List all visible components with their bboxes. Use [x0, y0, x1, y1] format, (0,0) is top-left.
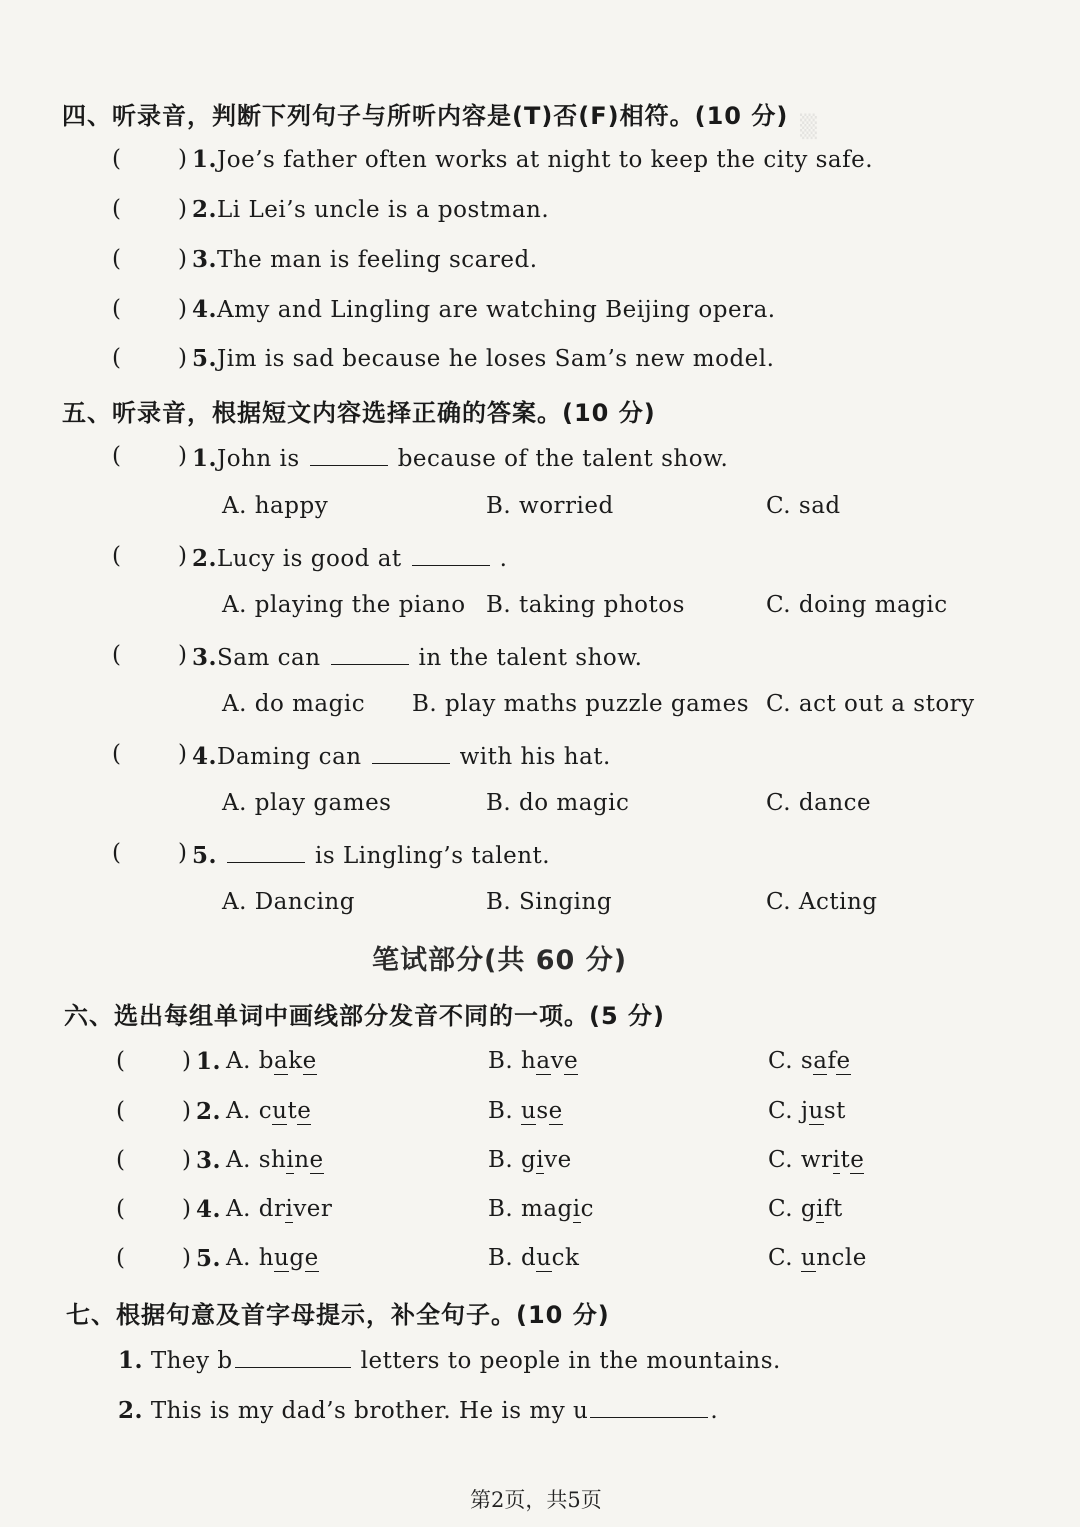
underlined-letters: u — [272, 1098, 288, 1124]
option-a[interactable]: A. playing the piano — [222, 592, 466, 618]
answer-paren-close: ) — [182, 1048, 191, 1074]
answer-paren-close: ) — [182, 1245, 191, 1271]
answer-paren-close: ) — [178, 196, 187, 222]
answer-paren-open[interactable]: ( — [112, 642, 121, 668]
word-option-b[interactable] — [488, 1098, 563, 1124]
statement-text: Amy and Lingling are watching Beijing opera. — [217, 297, 776, 323]
word-option-c[interactable] — [768, 1147, 864, 1173]
section7-question-1 — [118, 1345, 781, 1374]
answer-paren-close: ) — [178, 296, 187, 322]
question-text-before: John is — [217, 446, 300, 472]
question-number: 4. — [192, 296, 218, 323]
section7-question-2 — [118, 1395, 718, 1424]
word-prefix: C. s — [768, 1048, 814, 1074]
section4-statement — [192, 296, 776, 323]
answer-paren-open[interactable]: ( — [112, 543, 121, 569]
answer-blank — [372, 741, 450, 764]
underlined-letters: i — [285, 1196, 294, 1222]
word-middle: c — [580, 1196, 595, 1222]
answer-paren-open[interactable]: ( — [112, 443, 121, 469]
question-number: 1. — [196, 1048, 222, 1075]
word-middle: s — [536, 1098, 549, 1124]
underlined-letters: e — [304, 1245, 319, 1271]
word-prefix: C. g — [768, 1196, 817, 1222]
word-option-b[interactable] — [488, 1048, 578, 1074]
answer-blank — [310, 443, 388, 466]
question-number: 2. — [192, 196, 218, 223]
word-prefix: A. c — [226, 1098, 273, 1124]
written-part-title: 笔试部分(共 60 分) — [372, 945, 628, 976]
question-text-after: . — [710, 1398, 719, 1424]
word-middle: ft — [823, 1196, 843, 1222]
question-number: 5. — [192, 842, 218, 869]
question-text-before: Daming can — [217, 744, 362, 770]
section5-question — [192, 840, 550, 869]
word-middle: ve — [544, 1147, 572, 1173]
section5-question — [192, 741, 611, 770]
section7-heading: 七、根据句意及首字母提示，补全句子。(10 分) — [66, 1301, 610, 1329]
section5-heading: 五、听录音，根据短文内容选择正确的答案。(10 分) — [62, 399, 656, 427]
option-c[interactable]: C. Acting — [766, 889, 878, 915]
word-option-a[interactable] — [226, 1196, 332, 1222]
underlined-letters: i — [816, 1196, 824, 1222]
question-number: 4. — [192, 743, 218, 770]
word-prefix: A. dr — [226, 1196, 286, 1222]
statement-text: Jim is sad because he loses Sam’s new model. — [217, 346, 775, 372]
bleed-through-mark: ▒ — [800, 115, 817, 140]
question-text-after: because of the talent show. — [397, 446, 729, 472]
answer-paren-close: ) — [178, 345, 187, 371]
answer-paren-open[interactable]: ( — [112, 345, 121, 371]
underlined-letters: e — [564, 1048, 579, 1074]
word-middle: t — [840, 1147, 851, 1173]
underlined-letters: u — [274, 1245, 290, 1271]
word-option-c[interactable] — [768, 1245, 867, 1271]
answer-paren-open[interactable]: ( — [112, 146, 121, 172]
option-c[interactable]: C. sad — [766, 493, 841, 519]
underlined-letters: e — [548, 1098, 563, 1124]
answer-paren-close: ) — [178, 146, 187, 172]
answer-paren-open[interactable]: ( — [112, 246, 121, 272]
answer-paren-open[interactable]: ( — [116, 1196, 125, 1222]
word-prefix: B. g — [488, 1147, 537, 1173]
answer-paren-close: ) — [178, 443, 187, 469]
answer-paren-open[interactable]: ( — [112, 840, 121, 866]
option-b[interactable]: B. Singing — [486, 889, 613, 915]
word-prefix: C. wr — [768, 1147, 833, 1173]
word-option-a[interactable] — [226, 1147, 324, 1173]
page-footer: 第2页，共5页 — [470, 1488, 602, 1512]
question-number: 1. — [118, 1347, 144, 1374]
question-number: 3. — [192, 246, 218, 273]
underlined-letters: e — [302, 1048, 317, 1074]
answer-paren-open[interactable]: ( — [112, 296, 121, 322]
section4-heading: 四、听录音，判断下列句子与所听内容是(T)否(F)相符。(10 分) — [62, 102, 789, 130]
underlined-letters: u — [521, 1098, 537, 1124]
underlined-letters: a — [536, 1048, 551, 1074]
word-prefix: C. — [768, 1245, 801, 1271]
word-option-b[interactable] — [488, 1245, 579, 1271]
word-prefix: B. mag — [488, 1196, 573, 1222]
answer-paren-close: ) — [178, 543, 187, 569]
question-number: 2. — [118, 1397, 144, 1424]
option-b[interactable]: B. worried — [486, 493, 614, 519]
section5-question — [192, 443, 728, 472]
question-number: 4. — [196, 1196, 222, 1223]
option-c[interactable]: C. dance — [766, 790, 872, 816]
underlined-letters: i — [286, 1147, 295, 1173]
option-a[interactable]: A. play games — [222, 790, 392, 816]
question-number: 2. — [196, 1098, 222, 1125]
word-middle: st — [823, 1098, 846, 1124]
word-prefix: B. — [488, 1098, 522, 1124]
word-middle: ncle — [816, 1245, 867, 1271]
word-middle: g — [289, 1245, 305, 1271]
underlined-letters: a — [813, 1048, 828, 1074]
answer-blank — [412, 543, 490, 566]
word-option-c[interactable] — [768, 1196, 843, 1222]
word-middle: ck — [551, 1245, 580, 1271]
section6-heading: 六、选出每组单词中画线部分发音不同的一项。(5 分) — [64, 1002, 665, 1030]
question-text-before: Sam can — [217, 645, 321, 671]
question-text-after: . — [499, 546, 508, 572]
answer-paren-close: ) — [178, 642, 187, 668]
question-text-before: Lucy is good at — [217, 546, 402, 572]
word-middle: k — [288, 1048, 303, 1074]
answer-blank — [227, 840, 305, 863]
underlined-letters: u — [808, 1098, 824, 1124]
answer-paren-open[interactable]: ( — [112, 196, 121, 222]
answer-paren-open[interactable]: ( — [116, 1098, 125, 1124]
word-prefix: A. sh — [226, 1147, 287, 1173]
answer-paren-open[interactable]: ( — [112, 741, 121, 767]
answer-paren-close: ) — [178, 246, 187, 272]
word-option-c[interactable] — [768, 1098, 846, 1124]
question-text-after: in the talent show. — [418, 645, 643, 671]
answer-paren-close: ) — [178, 840, 187, 866]
answer-paren-open[interactable]: ( — [116, 1048, 125, 1074]
option-b[interactable]: B. do magic — [486, 790, 630, 816]
underlined-letters: i — [536, 1147, 545, 1173]
statement-text: Li Lei’s uncle is a postman. — [217, 197, 550, 223]
word-middle: t — [287, 1098, 298, 1124]
underlined-letters: e — [309, 1147, 324, 1173]
answer-paren-open[interactable]: ( — [116, 1147, 125, 1173]
answer-paren-close: ) — [182, 1098, 191, 1124]
section4-statement — [192, 196, 549, 223]
section4-statement — [192, 345, 774, 372]
word-option-a[interactable] — [226, 1048, 317, 1074]
question-text-after: is Lingling’s talent. — [315, 843, 551, 869]
section4-statement — [192, 246, 538, 273]
option-a[interactable]: A. happy — [222, 493, 329, 519]
word-prefix: C. j — [768, 1098, 809, 1124]
option-a[interactable]: A. do magic — [222, 691, 366, 717]
underlined-letters: i — [832, 1147, 841, 1173]
option-b[interactable]: B. taking photos — [486, 592, 685, 618]
question-number: 1. — [192, 146, 218, 173]
word-option-a[interactable] — [226, 1098, 311, 1124]
question-text-after: letters to people in the mountains. — [360, 1348, 781, 1374]
question-number: 2. — [192, 545, 218, 572]
underlined-letters: e — [850, 1147, 865, 1173]
underlined-letters: e — [297, 1098, 312, 1124]
word-middle: ver — [293, 1196, 333, 1222]
word-middle: n — [294, 1147, 310, 1173]
section5-question — [192, 642, 643, 671]
option-c[interactable]: C. doing magic — [766, 592, 948, 618]
question-number: 5. — [192, 345, 218, 372]
word-option-a[interactable] — [226, 1245, 319, 1271]
word-option-b[interactable] — [488, 1147, 572, 1173]
answer-blank — [331, 642, 409, 665]
question-number: 5. — [196, 1245, 222, 1272]
word-prefix: A. h — [226, 1245, 275, 1271]
word-middle: v — [550, 1048, 565, 1074]
answer-paren-open[interactable]: ( — [116, 1245, 125, 1271]
underlined-letters: e — [836, 1048, 851, 1074]
question-number: 1. — [192, 445, 218, 472]
question-number: 3. — [196, 1147, 222, 1174]
section4-statement — [192, 146, 873, 173]
option-c[interactable]: C. act out a story — [766, 691, 975, 717]
word-prefix: B. h — [488, 1048, 537, 1074]
word-prefix: B. d — [488, 1245, 537, 1271]
word-middle: f — [827, 1048, 837, 1074]
word-prefix: A. b — [226, 1048, 274, 1074]
question-text-before: They b — [150, 1348, 233, 1374]
answer-paren-close: ) — [182, 1147, 191, 1173]
statement-text: The man is feeling scared. — [217, 247, 538, 273]
underlined-letters: i — [572, 1196, 581, 1222]
word-option-b[interactable] — [488, 1196, 594, 1222]
question-text-before: This is my dad’s brother. He is my u — [150, 1398, 589, 1424]
underlined-letters: a — [273, 1048, 289, 1074]
underlined-letters: u — [536, 1245, 552, 1271]
word-option-c[interactable] — [768, 1048, 851, 1074]
option-a[interactable]: A. Dancing — [222, 889, 355, 915]
answer-paren-close: ) — [178, 741, 187, 767]
answer-blank[interactable] — [590, 1395, 708, 1418]
underlined-letters: u — [800, 1245, 817, 1271]
answer-blank[interactable] — [235, 1345, 351, 1368]
question-text-after: with his hat. — [459, 744, 611, 770]
section5-question — [192, 543, 507, 572]
option-b[interactable]: B. play maths puzzle games — [412, 691, 750, 717]
statement-text: Joe’s father often works at night to keep the city safe. — [217, 147, 874, 173]
question-number: 3. — [192, 644, 218, 671]
answer-paren-close: ) — [182, 1196, 191, 1222]
